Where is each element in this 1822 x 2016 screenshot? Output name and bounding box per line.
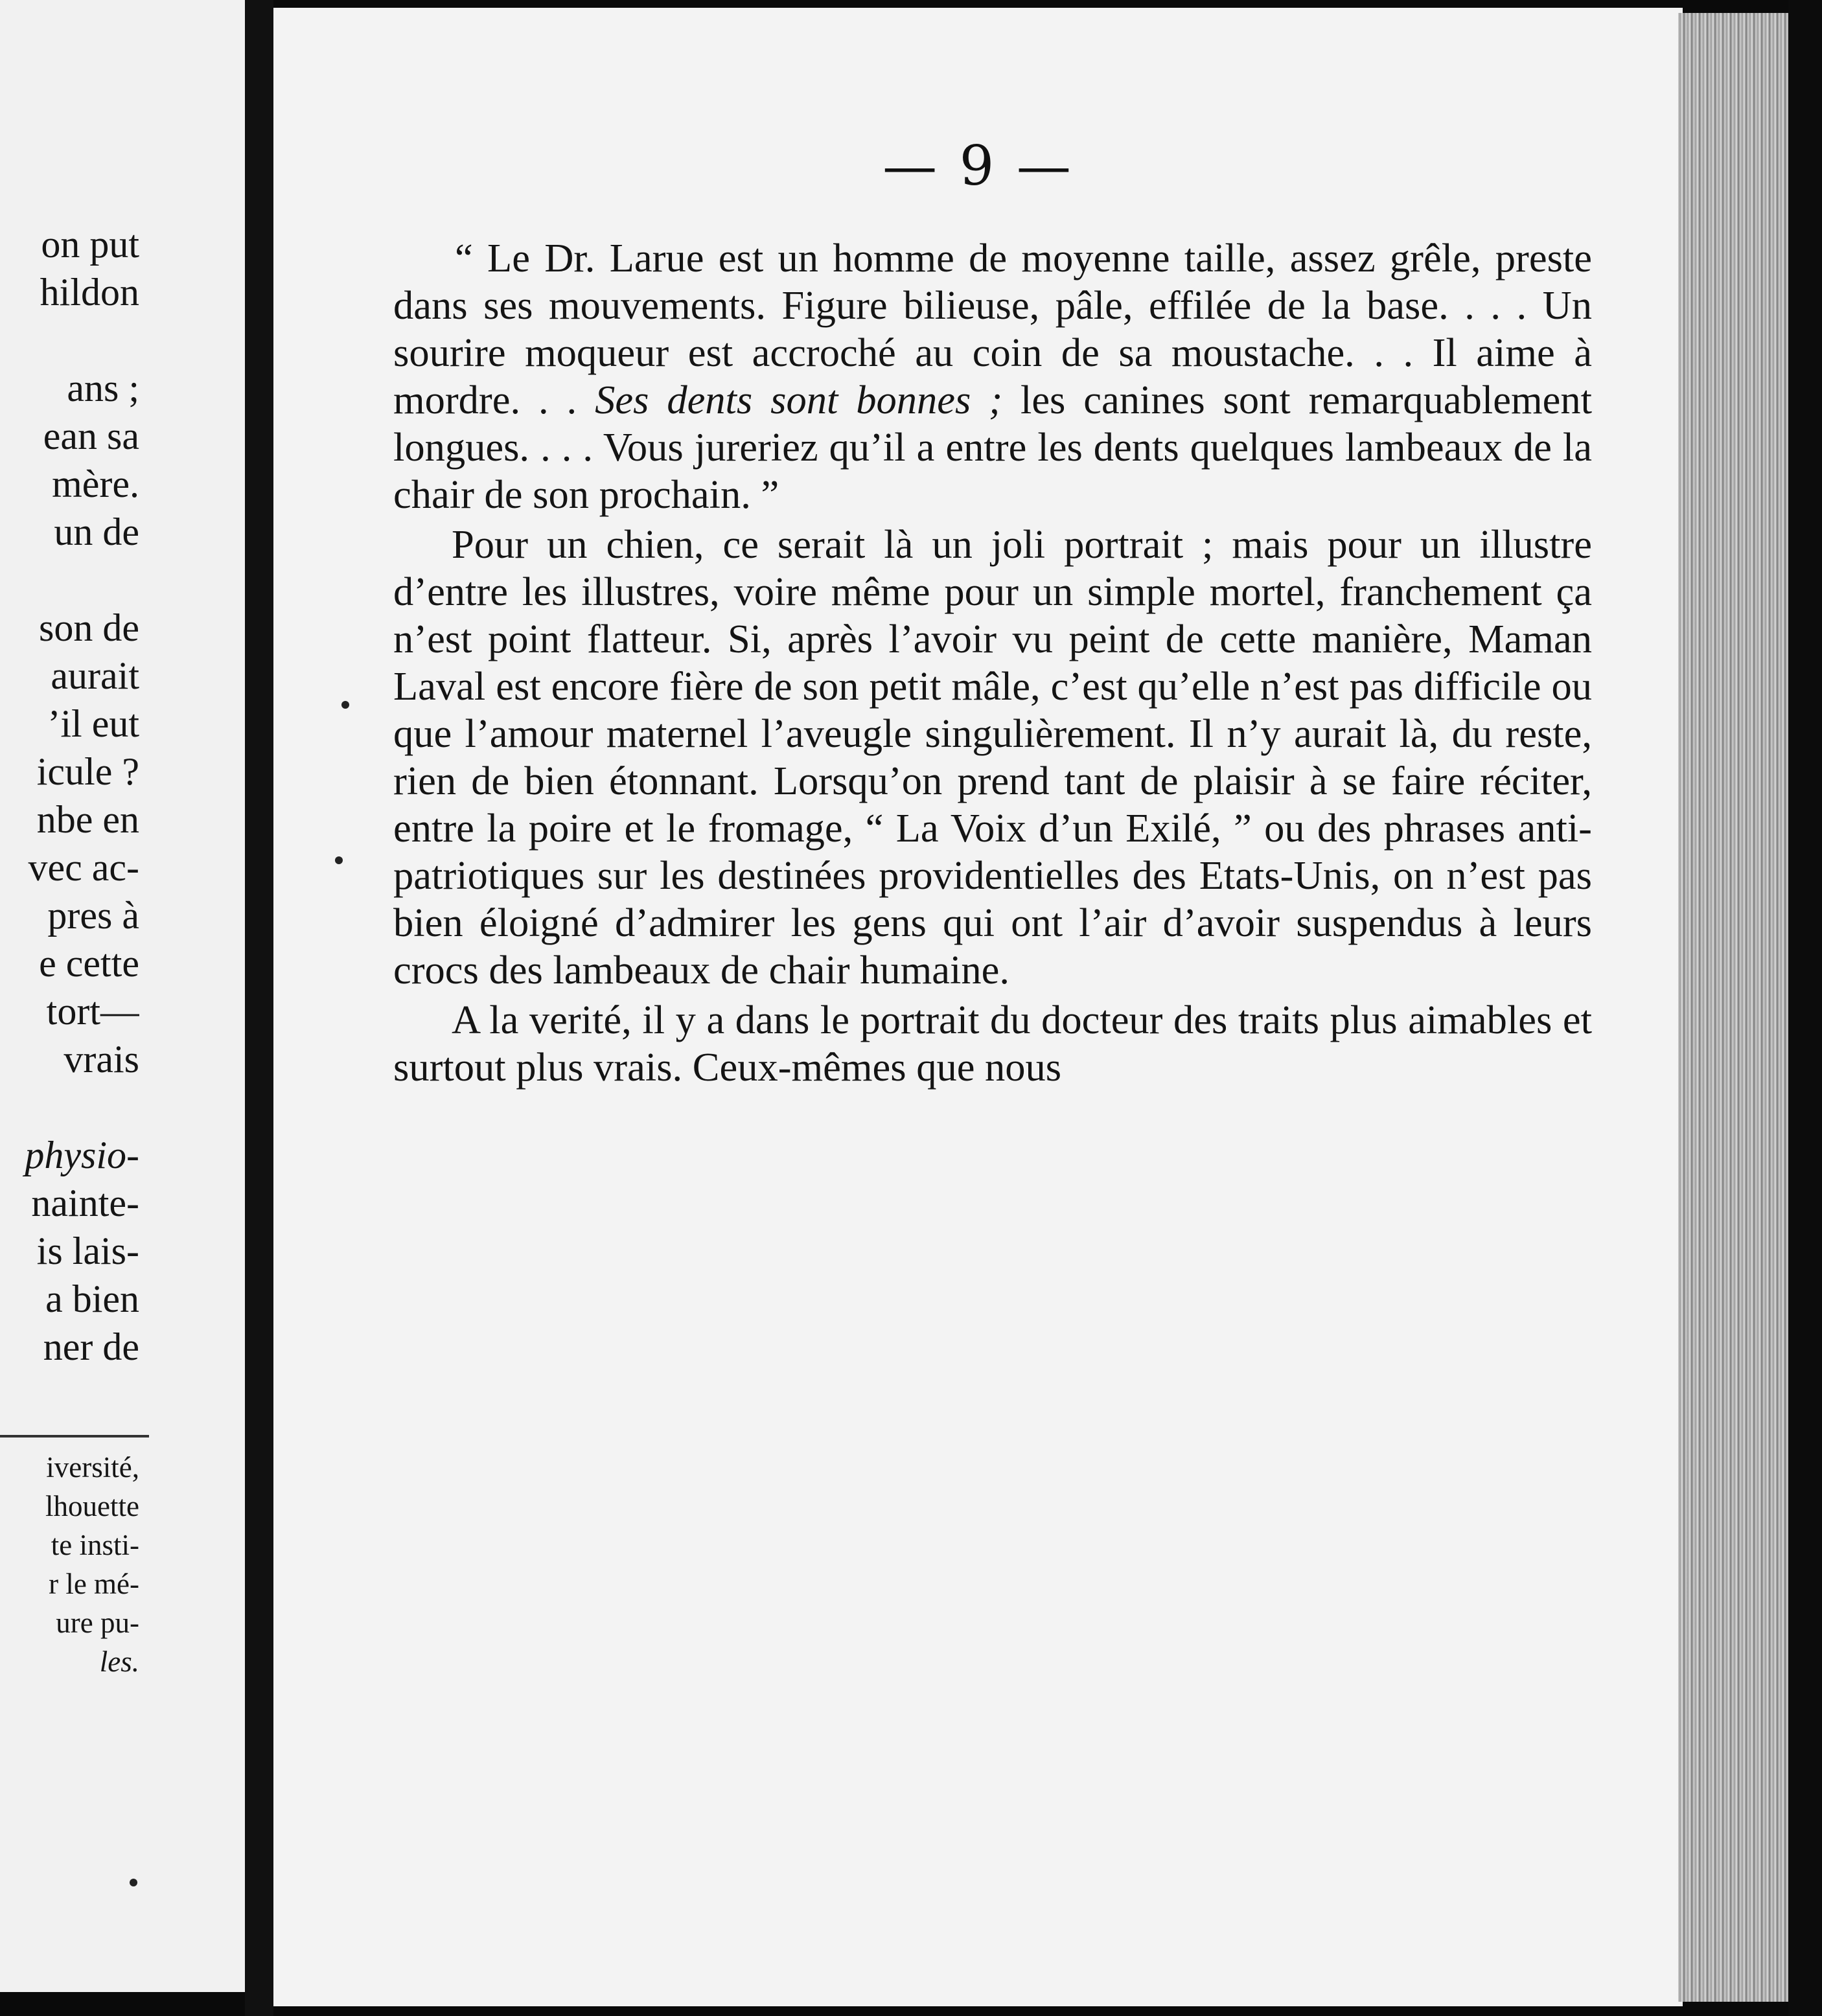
text-run: Pour un chien, ce serait là un joli portrait ; mais pour un illustre d’entre les illustres, voire même pour un simple mortel, franchement ça n’est point flatteur. Si, après l’avoir vu peint de cette manière, Maman Laval est encore fière de son petit mâle, c’est qu’elle n’est pas difficile ou que l’amour maternel l’aveugle singulièrement. Il n’y aurait là, du reste, rien de bien étonnant. Lorsqu’on prend tant de plaisir à se faire réciter, entre la poire et le fromage, “ La Voix d’un Exilé, ” ou des phrases anti-patriotiques sur les destinées providentielles des Etats-Unis, on n’est pas bien éloigné d’admirer les gens qui ont l’air d’avoir suspendus à leurs crocs des lambeaux de chair humaine. [393,521,1592,992]
text-line: is lais- [36,1230,139,1272]
ink-speck [341,701,349,709]
text-line: ean sa [43,415,139,457]
text-run: A la verité, il y a dans le portrait du docteur des traits plus aimables et surtout plus vrais. Ceux-mêmes que nous [393,997,1592,1090]
text-line: icule ? [36,750,139,793]
page-9 [273,8,1683,2006]
text-line [0,556,139,604]
previous-page-footnotes [0,1448,143,1681]
footnote-line: iversité, [46,1451,139,1483]
text-line: tort— [46,990,139,1033]
text-line: vrais [63,1038,139,1081]
ink-speck [130,1879,137,1886]
italic-text: Ses dents sont bonnes ; [595,377,1003,422]
page-number: — 9 — [882,134,1074,198]
text-line: ’il eut [47,702,139,745]
text-line: vec ac- [28,846,139,889]
page-body-text [393,235,1592,1094]
text-line: ans ; [67,367,139,409]
footnote-line: te insti- [51,1529,139,1561]
previous-page-text [0,220,143,1371]
text-run: “ Le Dr. Larue est un homme de moyenne taille, assez grêle, preste dans ses mouvements. Figure bilieuse, pâle, effilée de la base. . . . Un sourire moqueur est accroché au coin de sa moustache. . . Il aime à mordre. . . [393,235,1592,422]
text-line: un de [54,510,139,553]
footnote-line: r le mé- [49,1568,139,1600]
text-line: hildon [40,271,139,314]
text-line: mère. [52,463,139,505]
book-gutter [245,0,273,2016]
text-line: physio- [25,1134,139,1176]
text-run: les canines sont remarquablement longues. . . . Vous jureriez qu’il a entre les dents quelques lambeaux de la chair de son prochain. ” [393,377,1592,517]
text-line: a bien [45,1277,139,1320]
footnote-line: ure pu- [56,1607,139,1639]
text-line: son de [39,606,139,649]
paragraph [393,996,1592,1091]
paragraph [393,235,1592,518]
footnote-line: lhouette [45,1490,139,1522]
page-edges [1678,13,1788,2002]
text-line: ner de [43,1325,139,1368]
text-line: nainte- [31,1182,139,1224]
text-line [0,1083,139,1131]
previous-page-fragment [0,0,245,1992]
text-line: e cette [39,942,139,985]
footnote-rule [0,1435,149,1438]
text-line: nbe en [36,798,139,841]
text-line: on put [41,223,139,266]
text-line [0,316,139,364]
text-line: pres à [47,894,139,937]
text-line: aurait [51,654,139,697]
ink-speck [335,856,343,864]
paragraph [393,521,1592,994]
cover-edge [1788,0,1822,2016]
footnote-line: les. [99,1645,139,1678]
